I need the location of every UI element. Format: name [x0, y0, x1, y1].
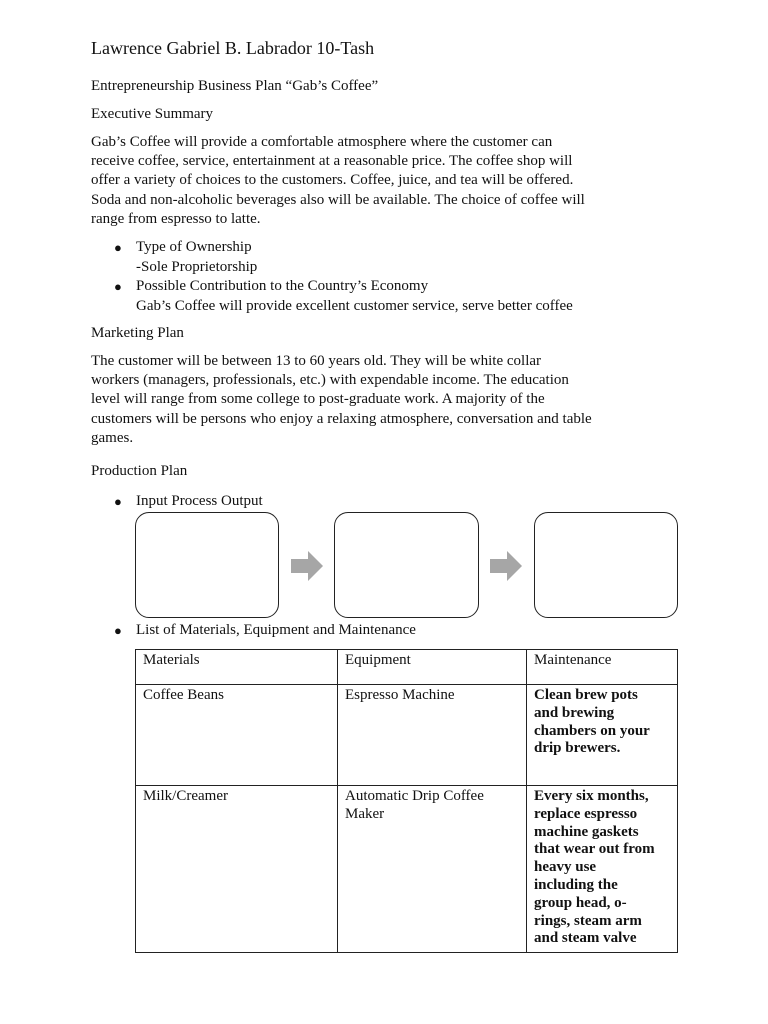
table-header-cell: Materials: [136, 650, 338, 685]
text-line: workers (managers, professionals, etc.) with expendable income. The education: [91, 372, 569, 389]
maintenance-cell: [527, 685, 678, 786]
bullet-label: List of Materials, Equipment and Maintenance: [136, 622, 416, 638]
material-cell: Coffee Beans: [136, 685, 338, 786]
cell-line: and steam valve: [534, 930, 637, 947]
bullet-label: Input Process Output: [136, 493, 263, 509]
bullet-dot-icon: ●: [114, 494, 122, 509]
table-row: [136, 786, 678, 953]
bullet-dot-icon: ●: [114, 240, 122, 255]
text-line: offer a variety of choices to the customers. Coffee, juice, and tea will be offered.: [91, 172, 574, 189]
cell-line: drip brewers.: [534, 740, 621, 757]
process-box: [334, 512, 479, 618]
bullet-label: Possible Contribution to the Country’s Economy: [136, 278, 429, 294]
cell-line: group head, o-: [534, 894, 627, 911]
equipment-cell: [338, 685, 527, 786]
maintenance-cell: [527, 786, 678, 953]
cell-line: machine gaskets: [534, 823, 639, 840]
bullet-detail: Gab’s Coffee will provide excellent customer service, serve better coffee: [136, 297, 573, 314]
text-line: Gab’s Coffee will provide a comfortable atmosphere where the customer can: [91, 134, 553, 150]
cell-line: Automatic Drip Coffee: [345, 788, 484, 804]
table-header-cell: Maintenance: [527, 650, 678, 685]
marketing-plan-paragraph: [91, 352, 677, 448]
cell-line: Maker: [345, 805, 385, 822]
materials-table: [135, 649, 678, 953]
cell-line: including the: [534, 876, 618, 893]
executive-summary-heading: Executive Summary: [91, 106, 214, 122]
text-line: range from espresso to latte.: [91, 210, 261, 227]
bullet-dot-icon: ●: [114, 279, 122, 294]
marketing-plan-heading: Marketing Plan: [91, 325, 184, 341]
production-plan-heading: Production Plan: [91, 463, 188, 479]
cell-line: Espresso Machine: [345, 687, 455, 703]
text-line: level will range from some college to post-graduate work. A majority of the: [91, 391, 545, 408]
cell-line: heavy use: [534, 859, 597, 876]
cell-line: Every six months,: [534, 788, 649, 804]
equipment-cell: [338, 786, 527, 953]
text-line: The customer will be between 13 to 60 years old. They will be white collar: [91, 353, 542, 369]
table-header-cell: Equipment: [338, 650, 527, 685]
cell-line: chambers on your: [534, 722, 650, 739]
text-line: customers will be persons who enjoy a relaxing atmosphere, conversation and table: [91, 410, 592, 427]
arrow-right-icon: [291, 550, 325, 582]
cell-line: rings, steam arm: [534, 912, 642, 929]
text-line: games.: [91, 429, 134, 446]
cell-line: Clean brew pots: [534, 687, 638, 703]
table-row: [136, 685, 678, 786]
arrow-right-icon: [490, 550, 524, 582]
bullet-detail: -Sole Proprietorship: [136, 258, 258, 275]
bullet-dot-icon: ●: [114, 623, 122, 638]
table-header-row: [136, 650, 678, 685]
cell-line: that wear out from: [534, 841, 655, 858]
cell-line: replace espresso: [534, 805, 638, 822]
output-box: [534, 512, 678, 618]
input-box: [135, 512, 279, 618]
executive-summary-paragraph: [91, 133, 677, 229]
document-title: Entrepreneurship Business Plan “Gab’s Coffee”: [91, 78, 379, 94]
cell-line: and brewing: [534, 704, 615, 721]
material-cell: Milk/Creamer: [136, 786, 338, 953]
text-line: receive coffee, service, entertainment at a reasonable price. The coffee shop will: [91, 153, 573, 170]
author-line: Lawrence Gabriel B. Labrador 10-Tash: [91, 38, 375, 58]
text-line: Soda and non-alcoholic beverages also will be available. The choice of coffee will: [91, 191, 585, 208]
bullet-label: Type of Ownership: [136, 239, 252, 255]
